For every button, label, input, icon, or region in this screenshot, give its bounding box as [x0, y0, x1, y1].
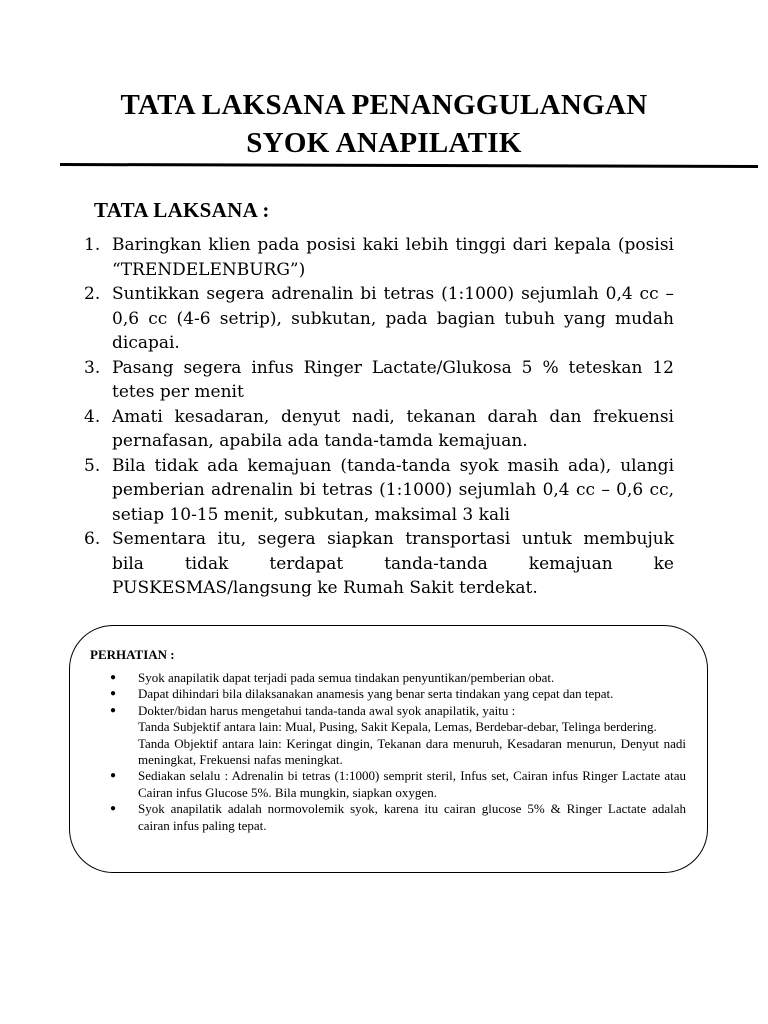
- bullet-icon: ●: [110, 672, 117, 683]
- list-item: [84, 233, 674, 282]
- steps-list: [84, 233, 674, 601]
- title-divider: [60, 163, 758, 168]
- step-text: Baringkan klien pada posisi kaki lebih tinggi dari kepala (posisi “TRENDELENBURG”): [112, 235, 674, 280]
- title-line-2: SYOK ANAPILATIK: [246, 127, 522, 159]
- list-item: [84, 454, 674, 528]
- title-line-1: TATA LAKSANA PENANGGULANGAN: [120, 89, 648, 121]
- list-item: [84, 405, 674, 454]
- note-text: Dokter/bidan harus mengetahui tanda-tanda awal syok anapilatik, yaitu :: [138, 702, 516, 718]
- step-number: 6.: [84, 529, 101, 549]
- bullet-icon: ●: [110, 688, 117, 700]
- note-objective-signs: Tanda Objektif antara lain: Keringat dingin, Tekanan dara menuruh, Kesadaran menurun, Denyut nadi meningkat, Frekuensi nafas meningkat.: [138, 735, 686, 768]
- bullet-icon: ●: [110, 770, 117, 782]
- list-item: [110, 801, 686, 834]
- step-number: 1.: [84, 235, 101, 255]
- note-text: Sediakan selalu : Adrenalin bi tetras (1:1000) semprit steril, Infus set, Cairan infus Ringer Lactate atau Cairan infus Glucose 5%. Bila mungkin, siapkan oxygen.: [138, 768, 686, 800]
- note-text: Dapat dihindari bila dilaksanakan anamesis yang benar serta tindakan yang cepat dan tepat.: [138, 686, 614, 702]
- note-text: Syok anapilatik dapat terjadi pada semua tindakan penyuntikan/pemberian obat.: [138, 670, 555, 685]
- list-item: [110, 686, 686, 702]
- list-item: [84, 356, 674, 405]
- list-item: [110, 768, 686, 801]
- page-title: [60, 86, 708, 162]
- note-subjective-signs: Tanda Subjektif antara lain: Mual, Pusing, Sakit Kepala, Lemas, Berdebar-debar, Telinga berdering.: [138, 719, 657, 735]
- notice-list: [110, 670, 686, 834]
- list-item: [110, 670, 686, 686]
- list-item: [84, 527, 674, 601]
- step-number: 3.: [84, 357, 101, 378]
- step-text: Bila tidak ada kemajuan (tanda-tanda syok masih ada), ulangi pemberian adrenalin bi tetras (1:1000) sejumlah 0,4 cc – 0,6 cc, setiap 10-15 menit, subkutan, maksimal 3 kali: [112, 455, 674, 525]
- bullet-icon: ●: [110, 704, 117, 716]
- section-heading: TATA LAKSANA :: [94, 198, 270, 222]
- step-text: Pasang segera infus Ringer Lactate/Glukosa 5 % teteskan 12 tetes per menit: [112, 357, 674, 402]
- step-number: 5.: [84, 455, 101, 476]
- notice-heading: PERHATIAN :: [90, 647, 175, 662]
- step-text: Amati kesadaran, denyut nadi, tekanan darah dan frekuensi pernafasan, apabila ada tanda-tamda kemajuan.: [112, 406, 674, 451]
- step-text: Sementara itu, segera siapkan transportasi untuk membujuk bila tidak terdapat tanda-tanda kemajuan ke PUSKESMAS/langsung ke Rumah Sakit terdekat.: [112, 529, 674, 598]
- list-item: [84, 282, 674, 356]
- step-number: 4.: [84, 406, 101, 427]
- step-number: 2.: [84, 284, 101, 304]
- bullet-icon: ●: [110, 803, 117, 815]
- list-item: [110, 703, 686, 769]
- step-text: Suntikkan segera adrenalin bi tetras (1:1000) sejumlah 0,4 cc – 0,6 cc (4-6 setrip), subkutan, pada bagian tubuh yang mudah dicapai.: [112, 284, 674, 353]
- note-text: Syok anapilatik adalah normovolemik syok, karena itu cairan glucose 5% & Ringer Lactate adalah cairan infus paling tepat.: [138, 801, 686, 833]
